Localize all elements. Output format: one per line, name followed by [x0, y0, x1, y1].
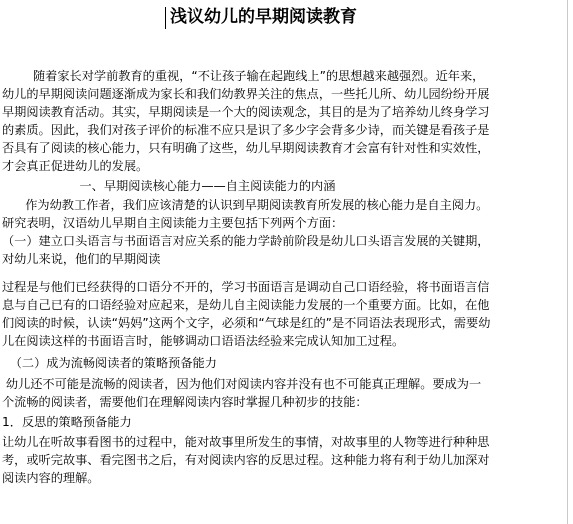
paragraph-line: 作为幼教工作者，我们应该清楚的认识到早期阅读教育所发展的核心能力是自主阅力。	[2, 198, 489, 212]
paragraph-line: 儿在阅读这样的书面语言时，能够调动口语语法经验来完成认知加工过程。	[2, 334, 405, 348]
paragraph-line: 否具有了阅读的核心能力，只有明确了这些，幼儿早期阅读教育才会富有针对性和实效性，	[2, 141, 490, 155]
paragraph-line: 早期阅读教育活动。其实，早期阅读是一个大的阅读观念，其目的是为了培养幼儿终身学习	[2, 105, 490, 119]
subsection-heading: 1．反思的策略预备能力	[2, 415, 132, 429]
paragraph-line: 个流畅的阅读者，需要他们在理解阅读内容时掌握几种初步的技能：	[2, 395, 368, 409]
paragraph-line: 过程是与他们已经获得的口语分不开的，学习书面语言是调动自己口语经验，将书面语言信	[2, 280, 490, 294]
paragraph-line: 息与自己已有的口语经验对应起来，是幼儿自主阅读能力发展的一个重要方面。比如，在他	[2, 298, 490, 312]
paragraph-line: 考，或听完故事、看完图书之后，有对阅读内容的反思过程。这种能力将有利于幼儿加深对	[2, 453, 490, 467]
paragraph-line: 随着家长对学前教育的重视，“不让孩子输在起跑线上”的思想越来越强烈。近年来，	[2, 69, 485, 83]
paragraph-line: 才会真正促进幼儿的发展。	[2, 159, 149, 173]
paragraph-line: 的素质。因此，我们对孩子评价的标准不应只是识了多少字会背多少诗，而关键是看孩子是	[2, 123, 490, 137]
paragraph-line: 幼儿的早期阅读问题逐渐成为家长和我们幼教界关注的焦点，一些托儿所、幼儿园纷纷开展	[2, 87, 490, 101]
paragraph-line: 们阅读的时候，认读“妈妈”这两个文字，必须和“气球是红的”是不同语法表现形式，需要幼	[2, 316, 491, 330]
paragraph-line: 阅读内容的理解。	[2, 471, 100, 485]
document-title: 浅议幼儿的早期阅读教育	[170, 7, 357, 27]
section-heading: 一、早期阅读核心能力——自主阅读能力的内涵	[2, 179, 336, 193]
paragraph-line: 让幼儿在听故事看图书的过程中，能对故事里所发生的事情，对故事里的人物等进行种种思	[2, 435, 490, 449]
page-edge	[567, 0, 568, 524]
text-cursor	[165, 7, 166, 29]
subsection-heading: （二）成为流畅阅读者的策略预备能力	[2, 356, 217, 370]
paragraph-line: 幼儿还不可能是流畅的阅读者，因为他们对阅读内容并没有也不可能真正理解。要成为一	[2, 377, 482, 391]
paragraph-line: 研究表明，汉语幼儿早期自主阅读能力主要包括下列两个方面：	[2, 216, 344, 230]
paragraph-line: （一）建立口头语言与书面语言对应关系的能力学龄前阶段是幼儿口头语言发展的关键期，	[2, 234, 490, 248]
paragraph-line: 对幼儿来说，他们的早期阅读	[2, 252, 161, 266]
